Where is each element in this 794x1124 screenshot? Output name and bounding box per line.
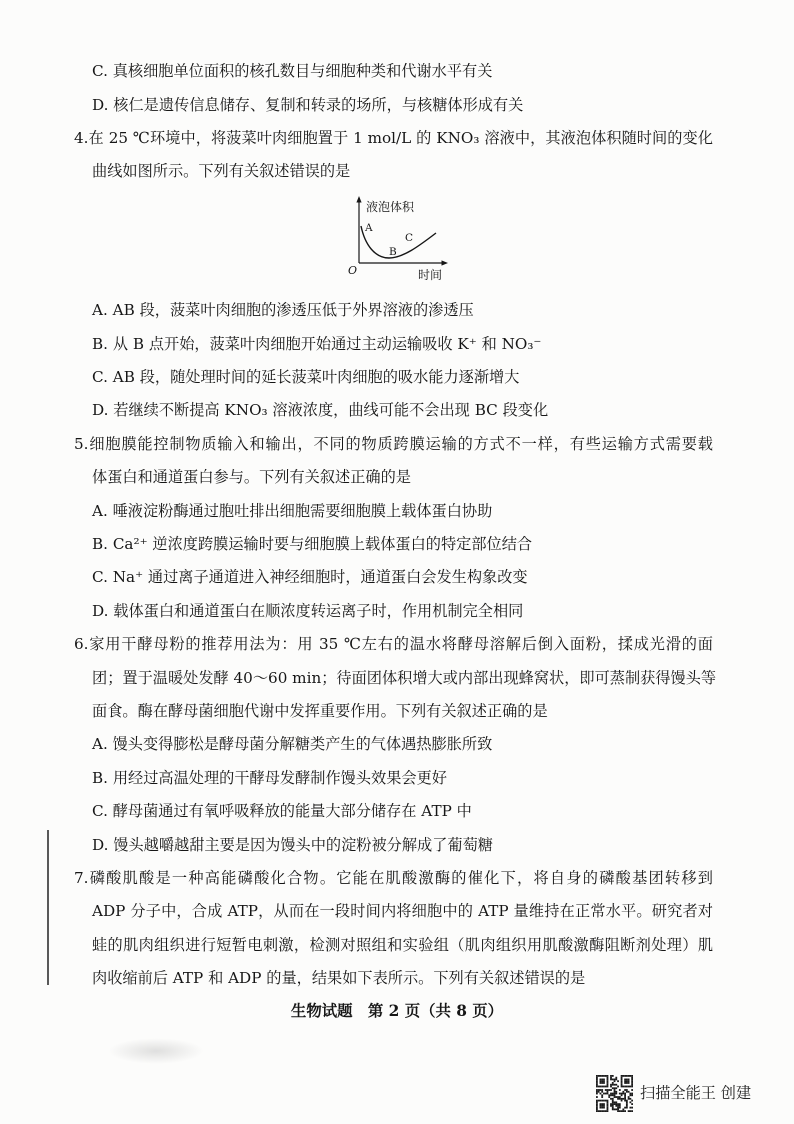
question-5-option-b: B. Ca²⁺ 逆浓度跨膜运输时要与细胞膜上载体蛋白的特定部位结合 — [92, 534, 533, 553]
question-7-stem-line-1: 7.磷酸肌酸是一种高能磷酸化合物。它能在肌酸激酶的催化下，将自身的磷酸基团转移到 — [74, 868, 713, 887]
point-c-label: C — [405, 231, 414, 244]
question-6-option-d: D. 馒头越嚼越甜主要是因为馒头中的淀粉被分解成了葡萄糖 — [92, 835, 493, 854]
question-6-stem-line-3: 面食。酶在酵母菌细胞代谢中发挥重要作用。下列有关叙述正确的是 — [92, 701, 548, 720]
point-b-label: B — [389, 245, 397, 258]
question-4-option-d: D. 若继续不断提高 KNO₃ 溶液浓度，曲线可能不会出现 BC 段变化 — [92, 401, 549, 420]
scanner-watermark: 扫描全能王 创建 — [640, 1084, 752, 1102]
page-footer: 生物试题 第 2 页（共 8 页） — [290, 1002, 504, 1021]
question-4-stem-line-2: 曲线如图所示。下列有关叙述错误的是 — [92, 162, 351, 181]
question-5-option-d: D. 载体蛋白和通道蛋白在顺浓度转运离子时，作用机制完全相同 — [92, 601, 524, 620]
vacuole-volume-graph — [340, 189, 452, 289]
question-6-stem-line-1: 6.家用干酵母粉的推荐用法为：用 35 ℃左右的温水将酵母溶解后倒入面粉，揉成光滑的面 — [74, 635, 713, 654]
qr-code — [596, 1075, 633, 1112]
question-6-option-b: B. 用经过高温处理的干酵母发酵制作馒头效果会更好 — [92, 768, 447, 787]
question-4-stem-line-1: 4.在 25 ℃环境中，将菠菜叶肉细胞置于 1 mol/L 的 KNO₃ 溶液中，其液泡体积随时间的变化 — [74, 129, 713, 148]
scan-smudge — [108, 1038, 204, 1064]
question-7-stem-line-2: ADP 分子中，合成 ATP，从而在一段时间内将细胞中的 ATP 量维持在正常水平。研究者对 — [92, 902, 713, 921]
question-4-figure — [0, 189, 794, 294]
question-5-option-c: C. Na⁺ 通过离子通道进入神经细胞时，通道蛋白会发生构象改变 — [92, 568, 528, 587]
point-a-label: A — [365, 221, 373, 234]
question-6-stem-line-2: 团；置于温暖处发酵 40～60 min；待面团体积增大或内部出现蜂窝状，即可蒸制获得馒头等 — [92, 668, 717, 687]
question-4-option-a: A. AB 段，菠菜叶肉细胞的渗透压低于外界溶液的渗透压 — [92, 301, 474, 320]
question-3-option-c: C. 真核细胞单位面积的核孔数目与细胞种类和代谢水平有关 — [92, 62, 493, 81]
question-6-option-c: C. 酵母菌通过有氧呼吸释放的能量大部分储存在 ATP 中 — [92, 802, 472, 821]
y-axis-label: 液泡体积 — [366, 199, 415, 214]
origin-label: O — [348, 263, 358, 277]
question-4-option-b: B. 从 B 点开始，菠菜叶肉细胞开始通过主动运输吸收 K⁺ 和 NO₃⁻ — [92, 334, 542, 353]
question-4-option-c: C. AB 段，随处理时间的延长菠菜叶肉细胞的吸水能力逐渐增大 — [92, 368, 520, 387]
x-axis-label: 时间 — [418, 267, 443, 282]
question-5-stem-line-1: 5.细胞膜能控制物质输入和输出，不同的物质跨膜运输的方式不一样，有些运输方式需要载 — [74, 434, 713, 453]
exam-content — [0, 55, 794, 1029]
x-axis-arrow — [442, 260, 449, 265]
question-5-option-a: A. 唾液淀粉酶通过胞吐排出细胞需要细胞膜上载体蛋白协助 — [92, 501, 493, 520]
question-5-stem-line-2: 体蛋白和通道蛋白参与。下列有关叙述正确的是 — [92, 468, 411, 487]
question-6-option-a: A. 馒头变得膨松是酵母菌分解糖类产生的气体遇热膨胀所致 — [92, 735, 493, 754]
y-axis-arrow — [356, 196, 361, 203]
question-7-stem-line-4: 肉收缩前后 ATP 和 ADP 的量，结果如下表所示。下列有关叙述错误的是 — [92, 969, 586, 988]
question-3-option-d: D. 核仁是遗传信息储存、复制和转录的场所，与核糖体形成有关 — [92, 95, 524, 114]
question-7-stem-line-3: 蛙的肌肉组织进行短暂电刺激，检测对照组和实验组（肌肉组织用肌酸激酶阻断剂处理）肌 — [92, 935, 713, 954]
